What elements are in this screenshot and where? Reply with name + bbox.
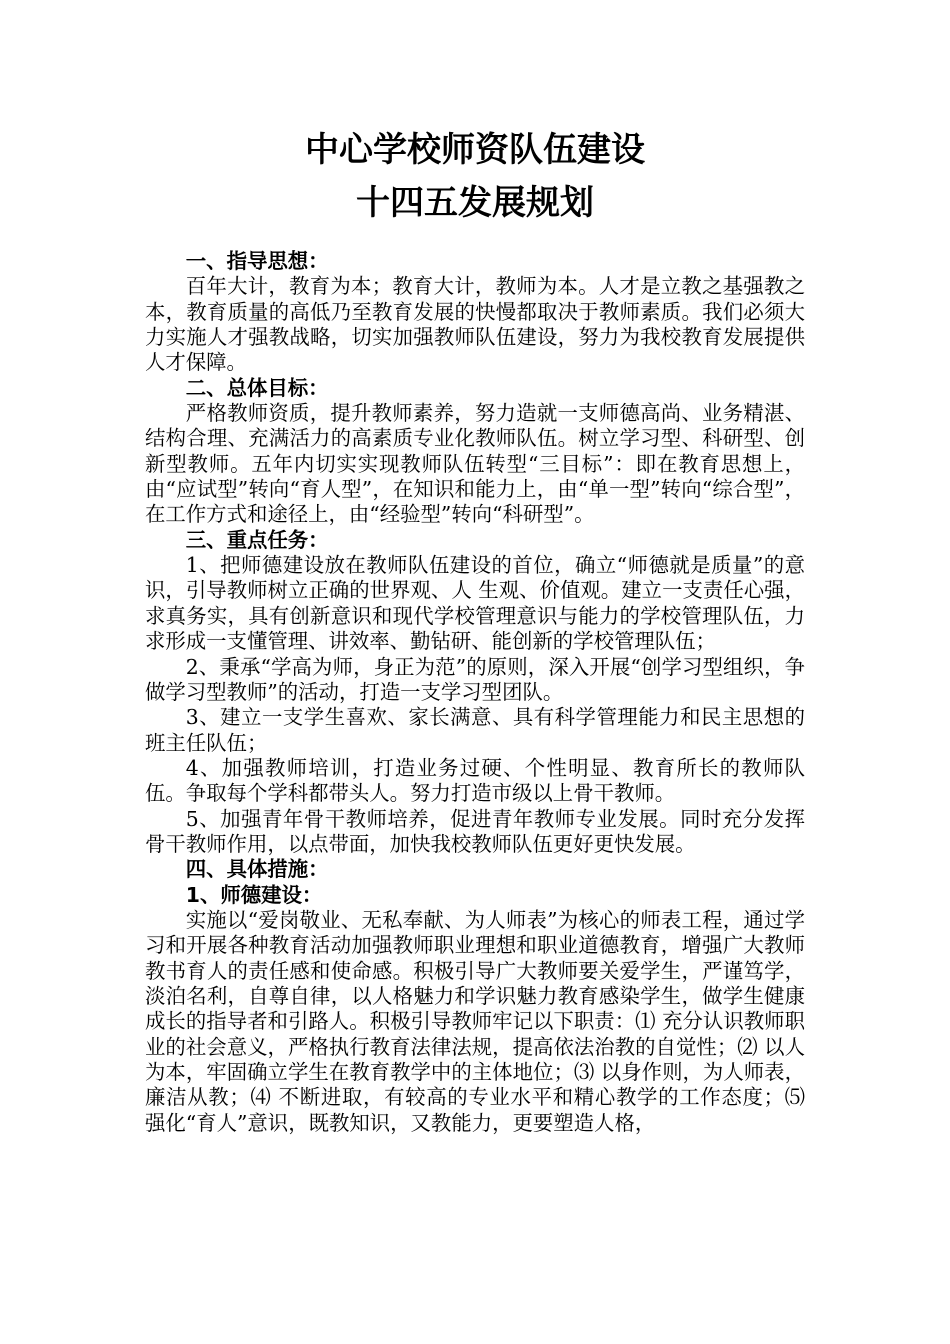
paragraph-guiding-ideology: 百年大计，教育为本；教育大计，教师为本。人才是立教之基强教之本，教育质量的高低乃至教育发展的快慢都取决于教师素质。我们必须大力实施人才强教战略，切实加强教师队伍建设，努力为我校教育发展提供人才保障。 — [145, 274, 805, 375]
document-body — [145, 249, 805, 1136]
section-heading-guiding-ideology: 一、指导思想： — [185, 249, 329, 273]
section-heading-specific-measures: 四、具体措施： — [185, 857, 329, 882]
paragraph-overall-goals: 严格教师资质，提升教师素养，努力造就一支师德高尚、业务精湛、结构合理、充满活力的高素质专业化教师队伍。树立学习型、科研型、创新型教师。五年内切实实现教师队伍转型“三目标”：即在教育思想上，由“应试型”转向“育人型”，在知识和能力上，由“单一型”转向“综合型”，在工作方式和途径上，由“经验型”转向“科研型”。 — [145, 401, 805, 527]
paragraph-task-1: 1、把师德建设放在教师队伍建设的首位，确立“师德就是质量”的意识，引导教师树立正确的世界观、人 生观、价值观。建立一支责任心强，求真务实，具有创新意识和现代学校管理意识与能力的学校管理队伍，力求形成一支懂管理、讲效率、勤钻研、能创新的学校管理队伍； — [145, 553, 805, 654]
document-title-line-1: 中心学校师资队伍建设 — [305, 130, 645, 170]
document-title-line-2: 十四五发展规划 — [356, 183, 594, 223]
paragraph-task-3: 3、建立一支学生喜欢、家长满意、具有科学管理能力和民主思想的班主任队伍； — [145, 705, 805, 755]
subsection-heading-ethics: 1、师德建设： — [185, 882, 323, 907]
section-heading-overall-goals: 二、总体目标： — [185, 375, 329, 400]
paragraph-ethics: 实施以“爱岗敬业、无私奉献、为人师表”为核心的师表工程，通过学习和开展各种教育活动加强教师职业理想和职业道德教育，增强广大教师教书育人的责任感和使命感。积极引导广大教师要关爱学生，严谨笃学，淡泊名利，自尊自律，以人格魅力和学识魅力教育感染学生，做学生健康成长的指导者和引路人。积极引导教师牢记以下职责：⑴ 充分认识教师职业的社会意义，严格执行教育法律法规，提高依法治教的自觉性；⑵ 以人为本，牢固确立学生在教育教学中的主体地位；⑶ 以身作则，为人师表，廉洁从教；⑷ 不断进取，有较高的专业水平和精心教学的工作态度；⑸ 强化“育人”意识，既教知识，又教能力，更要塑造人格， — [145, 907, 805, 1135]
paragraph-task-4: 4、加强教师培训，打造业务过硬、个性明显、教育所长的教师队伍。争取每个学科都带头人。努力打造市级以上骨干教师。 — [145, 755, 805, 806]
paragraph-task-5: 5、加强青年骨干教师培养，促进青年教师专业发展。同时充分发挥骨干教师作用，以点带面，加快我校教师队伍更好更快发展。 — [145, 806, 805, 856]
paragraph-task-2: 2、秉承“学高为师，身正为范”的原则，深入开展“创学习型组织，争做学习型教师”的活动，打造一支学习型团队。 — [145, 654, 805, 704]
section-heading-key-tasks: 三、重点任务： — [185, 527, 329, 552]
